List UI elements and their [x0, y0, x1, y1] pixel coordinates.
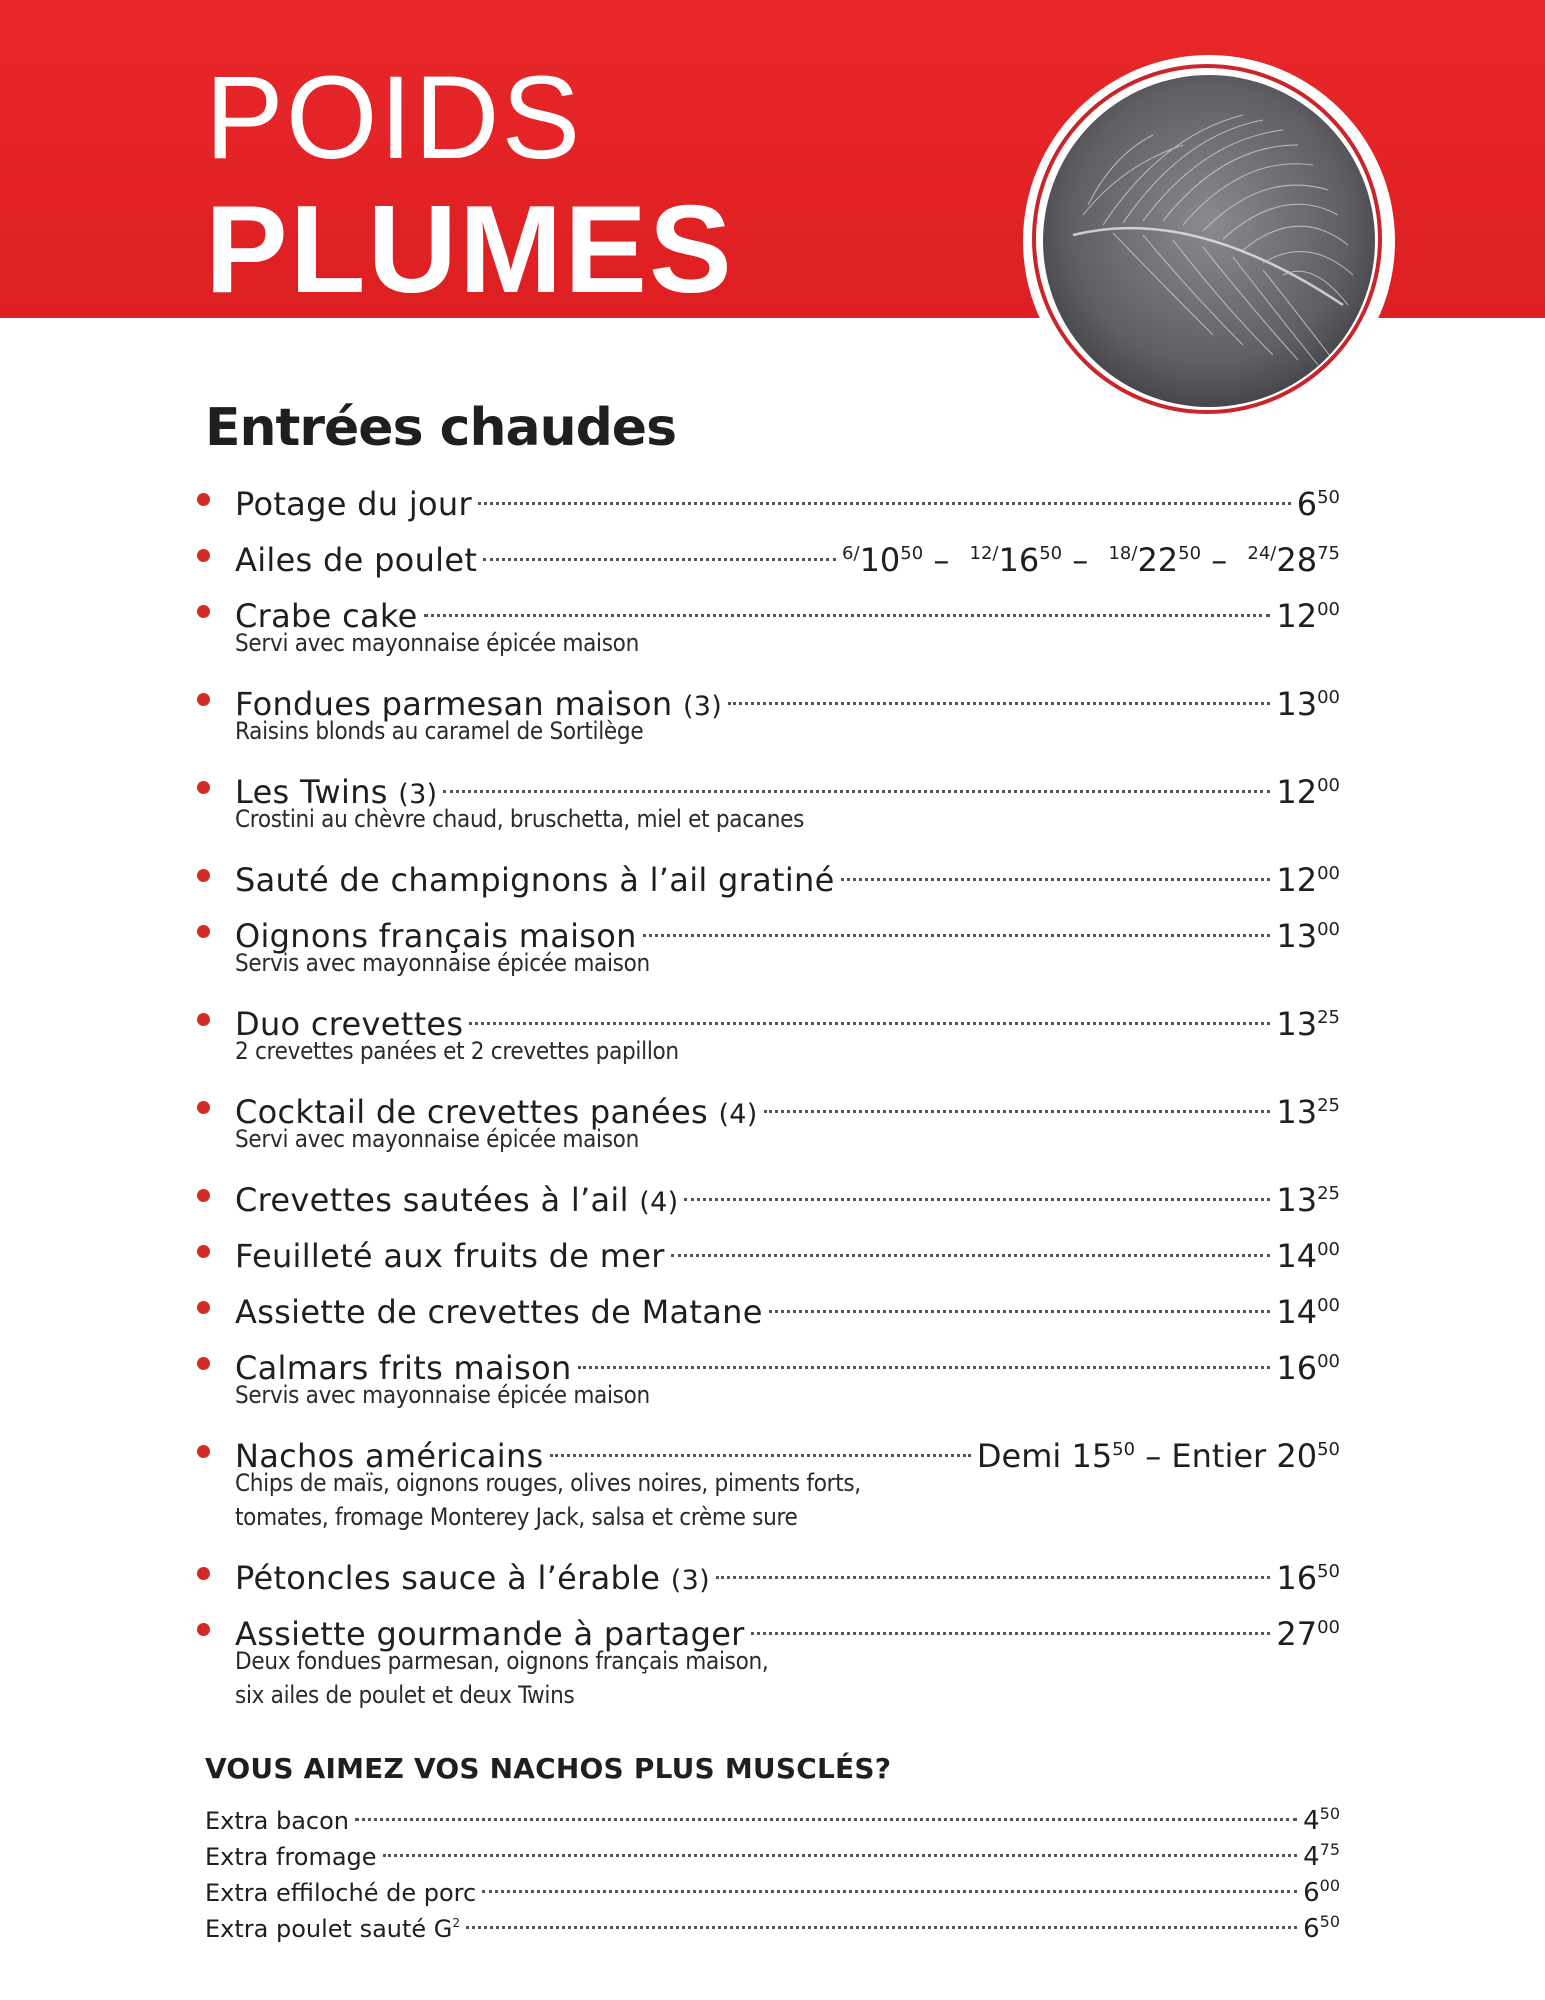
menu-item-price	[1276, 582, 1340, 644]
menu-list	[205, 470, 1340, 1722]
dot-leader	[424, 614, 1271, 617]
menu-item-price	[1276, 1166, 1340, 1228]
dot-leader	[482, 1890, 1297, 1893]
description-line: tomates, fromage Monterey Jack, salsa et crème sure	[235, 1503, 798, 1531]
description-line: Servis avec mayonnaise épicée maison	[235, 949, 650, 977]
price-main: 22	[1137, 541, 1179, 579]
bullet-icon	[197, 1013, 210, 1026]
price-main: 13	[1276, 1005, 1318, 1043]
price-main: 20	[1276, 1437, 1318, 1475]
title-line-1: POIDS	[205, 52, 583, 184]
menu-item-name: Duo crevettes	[235, 1005, 464, 1043]
price-cents: 50	[1317, 487, 1340, 508]
price-main: 14	[1276, 1237, 1318, 1275]
menu-item	[205, 1334, 1340, 1412]
price-main: 4	[1303, 1806, 1320, 1836]
menu-item-price	[1276, 1222, 1340, 1284]
extra-item-price	[1303, 1904, 1340, 1947]
menu-item-description	[205, 1034, 1340, 1068]
price-tier-count: 6/	[842, 543, 860, 564]
price-main: 13	[1276, 1093, 1318, 1131]
menu-item-name: Ailes de poulet	[235, 541, 478, 579]
menu-item-name: Oignons français maison	[235, 917, 637, 955]
extra-item-name: Extra fromage	[205, 1843, 377, 1871]
menu-item-price	[1276, 1544, 1340, 1606]
dot-leader	[578, 1366, 1271, 1369]
price-main: 6	[1303, 1914, 1320, 1944]
extra-item-name: Extra effiloché de porc	[205, 1879, 477, 1907]
dot-leader	[841, 878, 1271, 881]
bullet-icon	[197, 1301, 210, 1314]
price-cents: 50	[1317, 1561, 1340, 1582]
dot-leader	[751, 1632, 1271, 1635]
menu-item	[205, 1544, 1340, 1600]
menu-item-description	[205, 1644, 1340, 1712]
menu-item	[205, 990, 1340, 1068]
menu-item-quantity: (4)	[639, 1187, 679, 1218]
menu-item-name: Crabe cake	[235, 597, 418, 635]
description-line: Chips de maïs, oignons rouges, olives noires, piments forts,	[235, 1469, 861, 1497]
menu-item	[205, 758, 1340, 836]
menu-item	[205, 582, 1340, 660]
menu-item-price	[977, 1422, 1340, 1484]
extra-item-name: Extra poulet sauté $G^2$	[205, 1915, 461, 1943]
menu-item-quantity: (4)	[718, 1099, 758, 1130]
menu-item	[205, 1422, 1340, 1534]
price-main: 16	[998, 541, 1040, 579]
price-cents: 00	[1317, 1295, 1340, 1316]
menu-item-name: Sauté de champignons à l’ail gratiné	[235, 861, 835, 899]
menu-item-description	[205, 946, 1340, 980]
menu-item-description	[205, 1122, 1340, 1156]
bullet-icon	[197, 925, 210, 938]
bullet-icon	[197, 869, 210, 882]
price-cents: 00	[1317, 599, 1340, 620]
bullet-icon	[197, 693, 210, 706]
price-main: 16	[1276, 1349, 1318, 1387]
feather-icon	[1043, 75, 1375, 407]
menu-item-price	[1276, 1078, 1340, 1140]
price-main: 12	[1276, 597, 1318, 635]
bullet-icon	[197, 1445, 210, 1458]
menu-item-description	[205, 1378, 1340, 1412]
price-cents: 00	[1317, 1351, 1340, 1372]
extra-item-superscript: 2	[452, 1916, 461, 1930]
menu-item-price	[1276, 990, 1340, 1052]
menu-item-name: Calmars frits maison	[235, 1349, 572, 1387]
menu-item-row	[205, 1544, 1340, 1600]
price-main: 6	[1296, 485, 1318, 523]
menu-item-name: Pétoncles sauce à l’érable (3)	[235, 1559, 710, 1597]
dot-leader	[728, 702, 1270, 705]
price-cents: 25	[1317, 1095, 1340, 1116]
dot-leader	[684, 1198, 1270, 1201]
section-title: Entrées chaudes	[205, 398, 677, 458]
menu-item-price	[1276, 902, 1340, 964]
price-main: 28	[1276, 541, 1318, 579]
price-tier-count: 12/	[969, 543, 999, 564]
price-cents: 25	[1317, 1007, 1340, 1028]
price-tier-count: 24/	[1247, 543, 1277, 564]
dot-leader	[716, 1576, 1270, 1579]
menu-item-name: Potage du jour	[235, 485, 472, 523]
description-line: Deux fondues parmesan, oignons français maison,	[235, 1647, 769, 1675]
description-line: Raisins blonds au caramel de Sortilège	[235, 717, 644, 745]
bullet-icon	[197, 1357, 210, 1370]
dot-leader	[443, 790, 1270, 793]
dot-leader	[478, 502, 1291, 505]
menu-item	[205, 846, 1340, 902]
menu-item-description	[205, 626, 1340, 660]
menu-item-description	[205, 714, 1340, 748]
bullet-icon	[197, 605, 210, 618]
extra-item	[205, 1796, 1340, 1836]
extra-item-name: Extra bacon	[205, 1807, 350, 1835]
price-cents: 00	[1319, 1876, 1340, 1895]
dot-leader	[383, 1854, 1298, 1857]
menu-item-price	[1276, 1278, 1340, 1340]
price-cents: 00	[1317, 1617, 1340, 1638]
menu-item	[205, 670, 1340, 748]
menu-item	[205, 1078, 1340, 1156]
price-main: 16	[1276, 1559, 1318, 1597]
price-main: 13	[1276, 917, 1318, 955]
dot-leader	[550, 1454, 971, 1457]
description-line: Servi avec mayonnaise épicée maison	[235, 1125, 639, 1153]
menu-item-name: Assiette gourmande à partager	[235, 1615, 745, 1653]
price-cents: 00	[1317, 775, 1340, 796]
dot-leader	[769, 1310, 1271, 1313]
price-cents: 50	[1319, 1912, 1340, 1931]
description-line: six ailes de poulet et deux Twins	[235, 1681, 575, 1709]
price-cents: 00	[1317, 863, 1340, 884]
menu-item-name: Cocktail de crevettes panées (4)	[235, 1093, 758, 1131]
menu-item-price	[1276, 670, 1340, 732]
price-cents: 50	[1112, 1439, 1136, 1460]
price-label: Entier	[1171, 1437, 1277, 1475]
description-line: Servi avec mayonnaise épicée maison	[235, 629, 639, 657]
dot-leader	[764, 1110, 1271, 1113]
menu-item-row	[205, 1222, 1340, 1278]
bullet-icon	[197, 781, 210, 794]
price-cents: 50	[900, 543, 924, 564]
menu-item	[205, 902, 1340, 980]
menu-item-quantity: (3)	[398, 779, 438, 810]
menu-item	[205, 526, 1340, 582]
menu-item-price	[842, 526, 1340, 588]
price-cents: 50	[1317, 1439, 1340, 1460]
menu-item	[205, 1278, 1340, 1334]
menu-item-price	[1297, 470, 1340, 532]
bullet-icon	[197, 1101, 210, 1114]
menu-item	[205, 470, 1340, 526]
extra-item	[205, 1832, 1340, 1872]
menu-item-quantity: (3)	[670, 1565, 710, 1596]
menu-item-name: Les Twins (3)	[235, 773, 438, 811]
price-main: 12	[1276, 861, 1318, 899]
dot-leader	[483, 558, 836, 561]
description-line: Crostini au chèvre chaud, bruschetta, miel et pacanes	[235, 805, 805, 833]
bullet-icon	[197, 1623, 210, 1636]
price-cents: 25	[1317, 1183, 1340, 1204]
price-tier-count: 18/	[1108, 543, 1138, 564]
price-main: 10	[859, 541, 901, 579]
price-main: 6	[1303, 1878, 1320, 1908]
price-cents: 50	[1319, 1804, 1340, 1823]
price-main: 14	[1276, 1293, 1318, 1331]
price-cents: 75	[1319, 1840, 1340, 1859]
bullet-icon	[197, 1567, 210, 1580]
title-line-2: PLUMES	[205, 181, 734, 318]
price-separator: –	[1201, 541, 1238, 579]
menu-item-price	[1276, 758, 1340, 820]
price-cents: 50	[1039, 543, 1063, 564]
menu-item-name: Feuilleté aux fruits de mer	[235, 1237, 665, 1275]
bullet-icon	[197, 549, 210, 562]
feather-photo-frame	[1023, 55, 1395, 427]
dot-leader	[355, 1818, 1297, 1821]
menu-item-price	[1276, 1600, 1340, 1662]
price-cents: 00	[1317, 1239, 1340, 1260]
price-main: 13	[1276, 1181, 1318, 1219]
price-cents: 00	[1317, 687, 1340, 708]
menu-item-row	[205, 846, 1340, 902]
menu-item	[205, 1600, 1340, 1712]
bullet-icon	[197, 493, 210, 506]
extras-list	[205, 1796, 1340, 1944]
menu-item-quantity: (3)	[682, 691, 723, 722]
menu-item	[205, 1166, 1340, 1222]
extras-title: VOUS AIMEZ VOS NACHOS PLUS MUSCLÉS?	[205, 1752, 892, 1785]
menu-item-name: Fondues parmesan maison (3)	[235, 685, 723, 723]
feather-photo	[1043, 75, 1375, 407]
menu-item-price	[1276, 846, 1340, 908]
description-line: 2 crevettes panées et 2 crevettes papillon	[235, 1037, 679, 1065]
menu-item-name: Crevettes sautées à l’ail (4)	[235, 1181, 679, 1219]
menu-item-row	[205, 470, 1340, 526]
price-separator: –	[1062, 541, 1099, 579]
dot-leader	[469, 1022, 1270, 1025]
description-line: Servis avec mayonnaise épicée maison	[235, 1381, 650, 1409]
dot-leader	[643, 934, 1271, 937]
extra-item	[205, 1904, 1340, 1944]
menu-item-name: Nachos américains	[235, 1437, 544, 1475]
price-main: 4	[1303, 1842, 1320, 1872]
price-main: 13	[1276, 685, 1318, 723]
menu-item-description	[205, 802, 1340, 836]
price-main: 15	[1071, 1437, 1113, 1475]
price-main: 12	[1276, 773, 1318, 811]
price-main: 27	[1276, 1615, 1318, 1653]
price-separator: –	[923, 541, 960, 579]
price-separator: –	[1135, 1437, 1172, 1475]
menu-item-row	[205, 1278, 1340, 1334]
bullet-icon	[197, 1245, 210, 1258]
price-cents: 00	[1317, 919, 1340, 940]
menu-item-row	[205, 526, 1340, 582]
menu-item	[205, 1222, 1340, 1278]
bullet-icon	[197, 1189, 210, 1202]
dot-leader	[671, 1254, 1271, 1257]
menu-item-row	[205, 1166, 1340, 1222]
price-cents: 50	[1178, 543, 1202, 564]
menu-item-name: Assiette de crevettes de Matane	[235, 1293, 763, 1331]
menu-item-price	[1276, 1334, 1340, 1396]
dot-leader	[466, 1926, 1297, 1929]
price-cents: 75	[1317, 543, 1340, 564]
price-label: Demi	[976, 1437, 1072, 1475]
